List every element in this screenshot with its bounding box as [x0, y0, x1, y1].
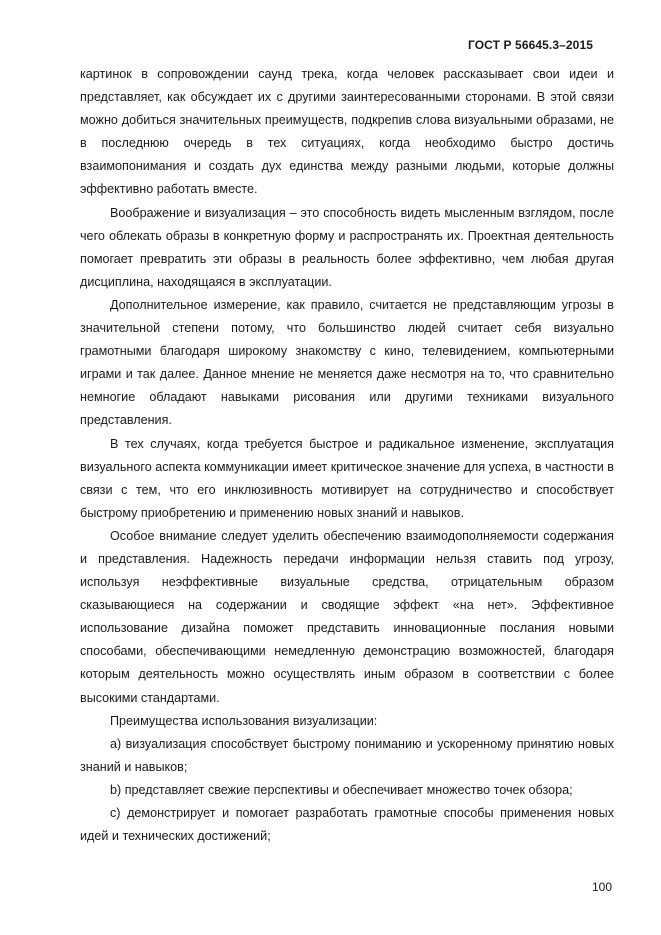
paragraph-imagination: Воображение и визуализация – это способность видеть мысленным взглядом, после чего облекать образы в конкретную форму и распространять их. Проектная деятельность помогает превратить эти образы в реальность более эффективно, чем любая другая дисциплина, находящаяся в эксплуатации. [80, 205, 614, 289]
paragraph-continuation: картинок в сопровождении саунд трека, когда человек рассказывает свои идеи и представляет, как обсуждает их с другими заинтересованными сторонами. В этой связи можно добиться значительных преимуществ, подкрепив слова визуальными образами, не в последнюю очередь в тех ситуациях, когда необходимо быстро достичь взаимопонимания и создать дух единства между разными людьми, которые должны эффективно работать вместе. [80, 67, 614, 197]
paragraph-advantages-intro: Преимущества использования визуализации: [110, 713, 378, 728]
list-item-c: с) демонстрирует и помогает разработать грамотные способы применения новых идей и технических достижений; [80, 806, 614, 844]
document-code-header: ГОСТ Р 56645.3–2015 [468, 38, 593, 52]
paragraph-complementarity: Особое внимание следует уделить обеспечению взаимодополняемости содержания и представления. Надежность передачи информации нельзя ставить под угрозу, используя неэффективные визуальные средства, отрицательным образом сказывающиеся на содержании и сводящие эффект «на нет». Эффективное использование дизайна поможет представить инновационные послания новыми способами, обеспечивающими немедленную демонстрацию возможностей, благодаря которым деятельность можно осуществлять иным образом в соответствии с более высокими стандартами. [80, 528, 614, 705]
paragraph-radical-change: В тех случаях, когда требуется быстрое и радикальное изменение, эксплуатация визуального аспекта коммуникации имеет критическое значение для успеха, в частности в связи с тем, что его инклюзивность мотивирует на сотрудничество и способствует быстрому приобретению и применению новых знаний и навыков. [80, 436, 614, 520]
list-item-b: b) представляет свежие перспективы и обеспечивает множество точек обзора; [110, 782, 573, 797]
paragraph-additional-dimension: Дополнительное измерение, как правило, считается не представляющим угрозы в значительной степени потому, что большинство людей считает себя визуально грамотными благодаря широкому знакомству с кино, телевидением, компьютерными играми и так далее. Данное мнение не меняется даже несмотря на то, что сравнительно немногие обладают навыками рисования или другими техниками визуального представления. [80, 297, 614, 428]
list-item-a: а) визуализация способствует быстрому пониманию и ускоренному принятию новых знаний и навыков; [80, 736, 614, 774]
document-body [80, 63, 614, 848]
page-number: 100 [591, 880, 612, 894]
